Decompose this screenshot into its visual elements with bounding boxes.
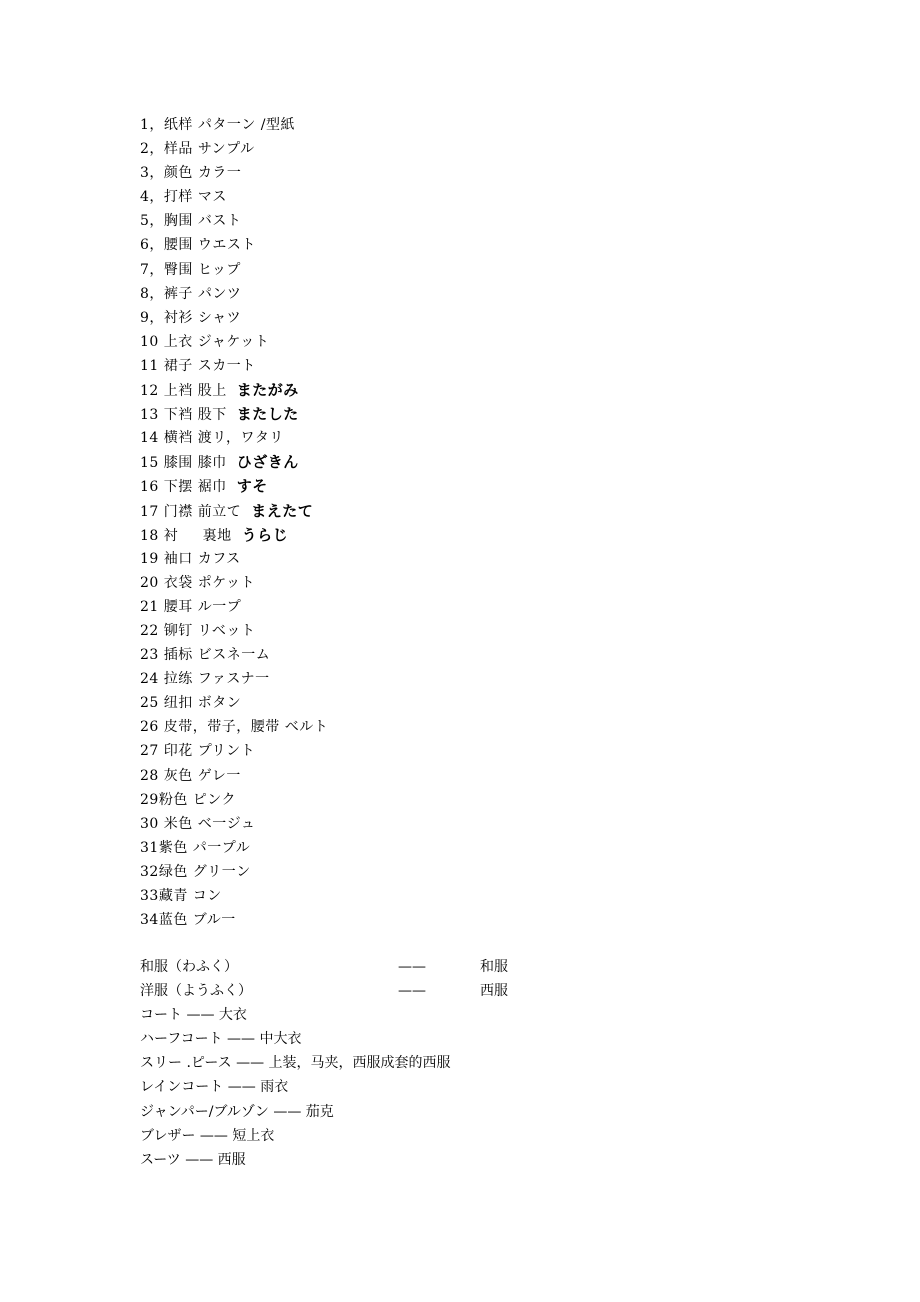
term-row	[140, 1051, 740, 1075]
vocab-text: 13 下裆 股下	[140, 407, 227, 424]
vocab-text: 25 纽扣 ボタン	[140, 695, 242, 712]
vocab-reading: すそ	[236, 477, 268, 496]
vocab-row	[140, 812, 328, 836]
vocabulary-list	[140, 113, 328, 932]
vocab-row	[140, 715, 328, 739]
term-text: ジャンパー/ブルゾン —— 茄克	[140, 1103, 334, 1120]
vocab-text: 27 印花 プリント	[140, 743, 256, 760]
vocab-text: 10 上衣 ジャケット	[140, 333, 270, 350]
vocab-text: 9，衬衫 シャツ	[140, 309, 242, 326]
vocab-row	[140, 499, 328, 523]
vocab-row	[140, 209, 328, 233]
vocab-text: 2，样品 サンプル	[140, 141, 255, 158]
vocab-row	[140, 426, 328, 450]
vocab-reading: うらじ	[241, 525, 289, 544]
vocab-text: 23 插标 ビスネ一ム	[140, 647, 271, 664]
vocab-row	[140, 547, 328, 571]
vocab-row	[140, 739, 328, 763]
vocab-reading: またした	[236, 405, 299, 424]
vocab-text: 24 拉练 ファスナ一	[140, 671, 270, 688]
term-text: スーツ —— 西服	[140, 1151, 246, 1168]
term-row	[140, 955, 740, 979]
vocab-reading: まえたて	[251, 501, 314, 520]
vocab-text: 29粉色 ピンク	[140, 791, 236, 808]
vocab-row	[140, 378, 328, 402]
vocab-row	[140, 667, 328, 691]
vocab-text: 6，腰围 ウエスト	[140, 237, 256, 254]
vocab-text: 5，胸围 バスト	[140, 213, 242, 230]
vocab-row	[140, 908, 328, 932]
vocab-row	[140, 523, 328, 547]
vocab-row	[140, 137, 328, 161]
vocab-row	[140, 185, 328, 209]
vocab-text: 19 袖口 カフス	[140, 550, 241, 567]
vocab-text: 3，颜色 カラ一	[140, 165, 242, 182]
term-translation: 和服	[480, 959, 508, 975]
vocab-row	[140, 691, 328, 715]
term-text: レインコート —— 雨衣	[140, 1079, 289, 1096]
term-text: 和服（わふく）	[140, 959, 238, 975]
vocab-text: 16 下摆 裾巾	[140, 479, 227, 496]
vocab-text: 7，臀围 ヒップ	[140, 261, 241, 278]
vocab-row	[140, 402, 328, 426]
vocab-row	[140, 643, 328, 667]
vocab-text: 34蓝色 ブル一	[140, 912, 236, 929]
vocab-reading: またがみ	[236, 381, 299, 400]
vocab-row	[140, 450, 328, 474]
term-translation: 西服	[480, 983, 508, 1000]
term-text: スリー .ピース —— 上装，马夹，西服成套的西服	[140, 1055, 451, 1072]
vocab-text: 11 裙子 スカ一ト	[140, 357, 256, 374]
vocab-text: 21 腰耳 ル一プ	[140, 598, 242, 615]
vocab-text: 18 衬 裏地	[140, 527, 232, 544]
vocab-text: 33藏青 コン	[140, 888, 222, 904]
vocab-text: 1，纸样 パタ一ン /型紙	[140, 117, 296, 133]
vocab-row	[140, 474, 328, 498]
vocab-text: 28 灰色 ゲレ一	[140, 767, 241, 784]
vocab-row	[140, 836, 328, 860]
vocab-row	[140, 788, 328, 812]
vocab-row	[140, 619, 328, 643]
vocab-text: 30 米色 ベ一ジュ	[140, 815, 256, 832]
term-row	[140, 1148, 740, 1172]
term-text: ハーフコート —— 中大衣	[140, 1031, 302, 1048]
term-row	[140, 1003, 740, 1027]
vocab-row	[140, 233, 328, 257]
term-text: 洋服（ようふく）	[140, 983, 252, 1000]
vocab-row	[140, 306, 328, 330]
term-row	[140, 979, 740, 1003]
term-row	[140, 1075, 740, 1099]
vocab-row	[140, 161, 328, 185]
vocab-text: 20 衣袋 ポケット	[140, 574, 256, 591]
vocab-text: 17 门襟 前立て	[140, 503, 242, 520]
vocab-row	[140, 571, 328, 595]
vocab-row	[140, 354, 328, 378]
vocab-text: 12 上裆 股上	[140, 383, 227, 400]
vocab-text: 4，打样 マス	[140, 189, 227, 206]
vocab-text: 22 铆钉 リベット	[140, 622, 256, 639]
vocab-row	[140, 282, 328, 306]
vocab-row	[140, 595, 328, 619]
vocab-row	[140, 113, 328, 137]
vocab-text: 32绿色 グリ一ン	[140, 863, 251, 880]
vocab-row	[140, 258, 328, 282]
term-row	[140, 1124, 740, 1148]
vocab-text: 14 横裆 渡リ，ワタリ	[140, 430, 284, 447]
term-text: コート —— 大衣	[140, 1007, 247, 1024]
vocab-row	[140, 860, 328, 884]
term-dash: ——	[398, 959, 426, 975]
vocab-text: 26 皮带，带子，腰带 ベルト	[140, 719, 329, 736]
clothing-terms-list	[140, 955, 740, 1172]
vocab-text: 15 膝围 膝巾	[140, 455, 227, 472]
vocab-reading: ひざきん	[236, 453, 299, 472]
term-text: ブレザー —— 短上衣	[140, 1127, 275, 1144]
term-row	[140, 1100, 740, 1124]
vocab-text: 31紫色 パ一プル	[140, 839, 251, 856]
vocab-row	[140, 330, 328, 354]
vocab-row	[140, 884, 328, 908]
vocab-text: 8，裤子 パンツ	[140, 285, 242, 302]
term-row	[140, 1027, 740, 1051]
vocab-row	[140, 764, 328, 788]
term-dash: ——	[398, 983, 426, 1000]
